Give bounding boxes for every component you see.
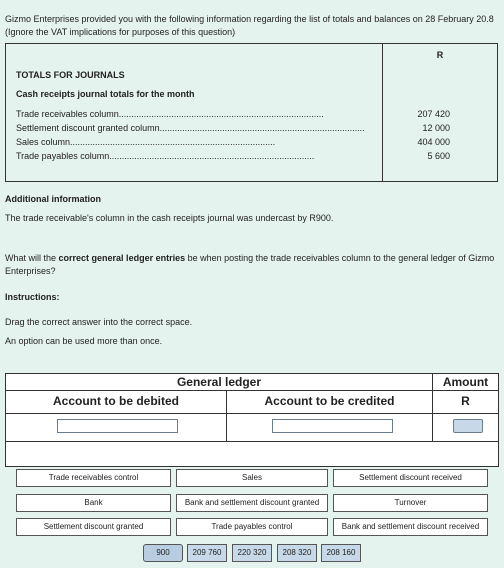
option-turnover[interactable]: Turnover (333, 494, 488, 512)
journal-totals-table (5, 43, 498, 182)
journal-row-label: Trade receivables column.................................................................................. (16, 109, 324, 119)
amount-chip[interactable]: 208 320 (277, 544, 317, 562)
option-bank-and-settlement-discount-received[interactable]: Bank and settlement discount received (333, 518, 488, 536)
journal-row-label: Settlement discount granted column.................................................................................. (16, 123, 365, 133)
column-divider (382, 44, 383, 181)
amount-chip[interactable]: 209 760 (187, 544, 227, 562)
instruction-line: Drag the correct answer into the correct space. (5, 317, 193, 327)
r-column-header: R (436, 50, 444, 60)
journal-row-amount: 207 420 (417, 109, 450, 119)
journal-row-label: Sales column.................................................................................. (16, 137, 276, 147)
amount-chip[interactable]: 900 (143, 544, 183, 562)
journal-row-amount: 404 000 (417, 137, 450, 147)
option-settlement-discount-received[interactable]: Settlement discount received (333, 469, 488, 487)
journals-heading: TOTALS FOR JOURNALS (16, 70, 125, 80)
additional-info-text: The trade receivable's column in the cash receipts journal was undercast by R900. (5, 213, 334, 223)
journal-row-amount: 12 000 (422, 123, 450, 133)
question-text: What will the correct general ledger entries be when posting the trade receivables column to the general ledger of Gizmo Enterprises? (5, 253, 495, 276)
amount-chip[interactable]: 208 160 (321, 544, 361, 562)
amount-r-header: R (461, 394, 470, 408)
journal-row-amount: 5 600 (427, 151, 450, 161)
amount-header: Amount (442, 375, 489, 389)
credit-drop-zone[interactable] (272, 419, 393, 433)
cash-receipts-heading: Cash receipts journal totals for the month (16, 89, 195, 99)
credited-header: Account to be credited (264, 394, 395, 408)
option-settlement-discount-granted[interactable]: Settlement discount granted (16, 518, 171, 536)
intro-text: Gizmo Enterprises provided you with the following information regarding the list of totals and balances on 28 February 20.8 (Ignore the VAT implications for purposes of this question) (5, 14, 494, 37)
option-bank-and-settlement-discount-granted[interactable]: Bank and settlement discount granted (176, 494, 328, 512)
debit-drop-zone[interactable] (57, 419, 178, 433)
option-sales[interactable]: Sales (176, 469, 328, 487)
option-trade-receivables-control[interactable]: Trade receivables control (16, 469, 171, 487)
amount-drop-zone[interactable] (453, 419, 483, 433)
general-ledger-title: General ledger (176, 375, 262, 389)
instruction-line: An option can be used more than once. (5, 336, 163, 346)
journal-row-label: Trade payables column.................................................................................. (16, 151, 315, 161)
instructions-heading: Instructions: (5, 292, 60, 302)
option-trade-payables-control[interactable]: Trade payables control (176, 518, 328, 536)
debited-header: Account to be debited (53, 394, 179, 408)
option-bank[interactable]: Bank (16, 494, 171, 512)
amount-chip[interactable]: 220 320 (232, 544, 272, 562)
additional-info-heading: Additional information (5, 194, 101, 204)
general-ledger-table (5, 373, 499, 467)
